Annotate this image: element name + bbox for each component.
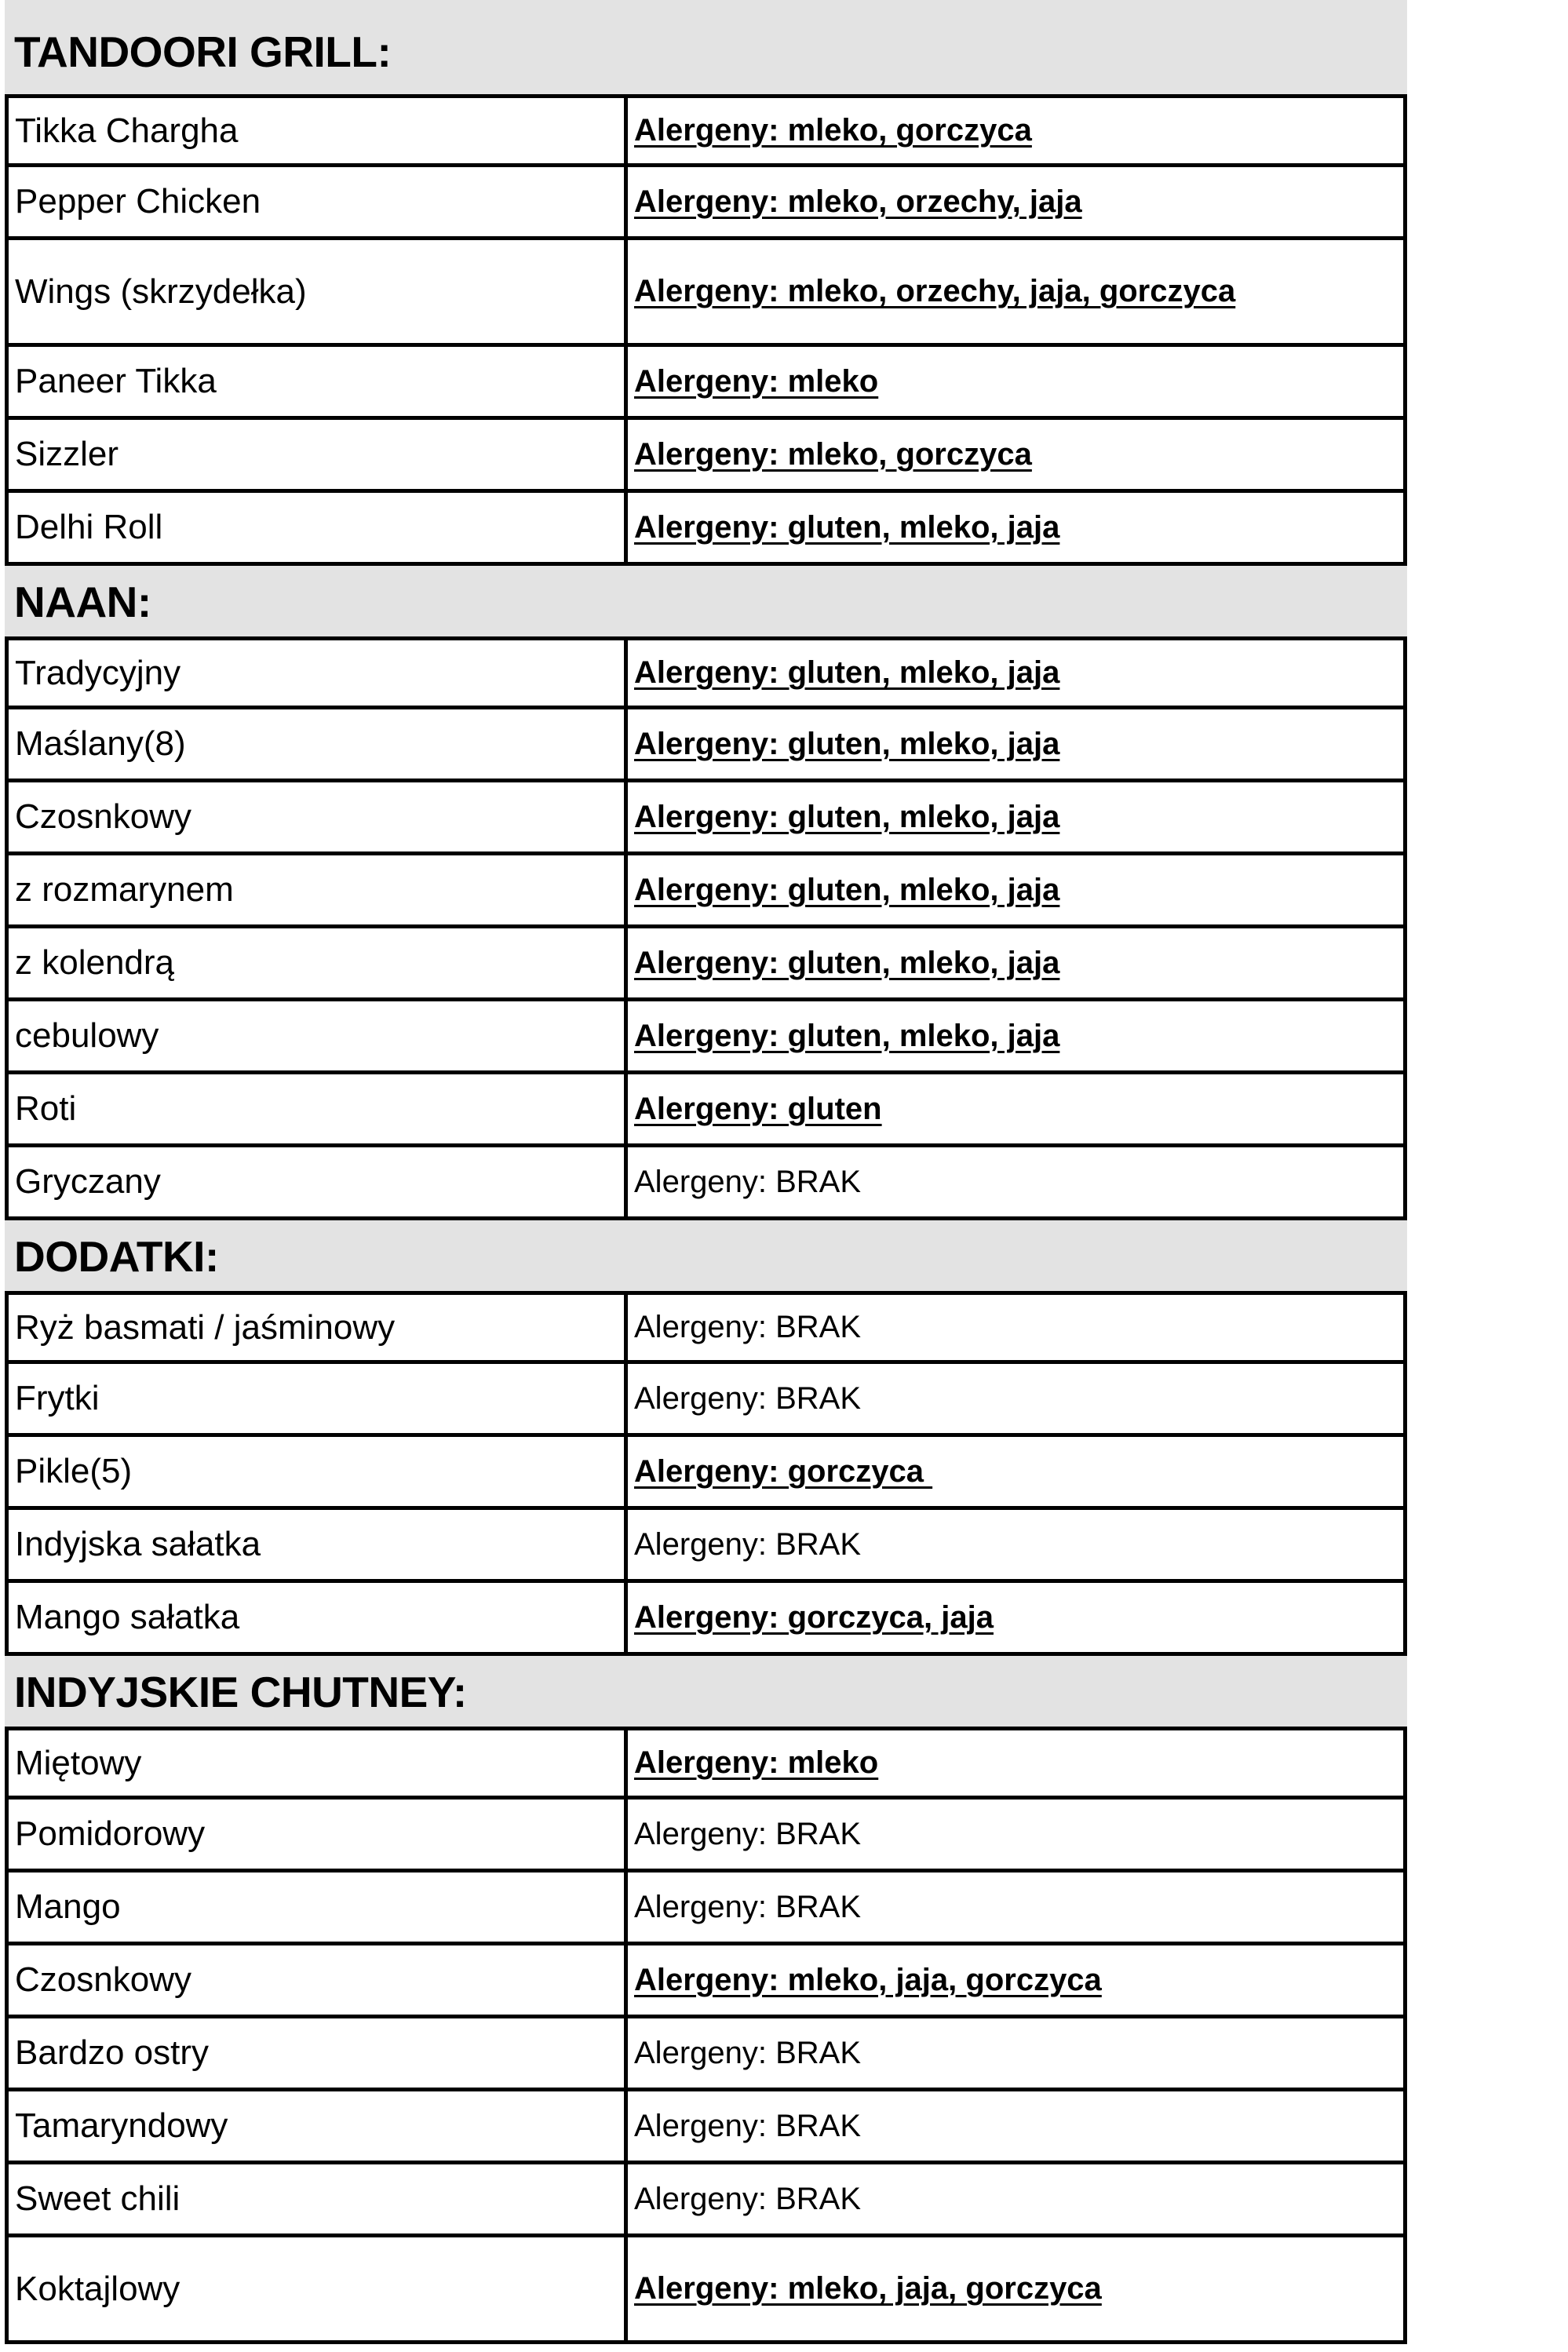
allergen-info: Alergeny: BRAK xyxy=(634,1889,862,1924)
table-row xyxy=(5,1147,1407,1220)
dish-name: Czosnkowy xyxy=(9,1945,628,2015)
allergen-info: Alergeny: mleko, jaja, gorczyca xyxy=(634,1962,1102,1997)
allergen-info: Alergeny: gluten, mleko, jaja xyxy=(634,726,1060,761)
allergen-info: Alergeny: mleko xyxy=(634,363,879,399)
table-row xyxy=(5,493,1407,566)
dish-name: Sizzler xyxy=(9,420,628,489)
table-row xyxy=(5,709,1407,782)
table-row xyxy=(5,1437,1407,1510)
dish-name: z rozmarynem xyxy=(9,855,628,924)
table-row xyxy=(5,1510,1407,1583)
section-title: DODATKI: xyxy=(14,1232,219,1281)
allergen-info: Alergeny: gluten, mleko, jaja xyxy=(634,1018,1060,1053)
dish-name: Sweet chili xyxy=(9,2164,628,2233)
allergen-info: Alergeny: mleko, orzechy, jaja xyxy=(634,184,1082,219)
allergen-info: Alergeny: gluten, mleko, jaja xyxy=(634,872,1060,907)
table-row xyxy=(5,1001,1407,1074)
allergen-info: Alergeny: BRAK xyxy=(634,2108,862,2143)
table-row xyxy=(5,420,1407,493)
dish-name: Wings (skrzydełka) xyxy=(9,240,628,343)
dish-name: Ryż basmati / jaśminowy xyxy=(9,1295,628,1360)
allergen-info: Alergeny: BRAK xyxy=(634,1380,862,1416)
dish-name: Tamaryndowy xyxy=(9,2091,628,2161)
table-row xyxy=(5,2018,1407,2091)
table-row xyxy=(5,928,1407,1001)
allergen-info: Alergeny: gluten, mleko, jaja xyxy=(634,509,1060,545)
allergen-info: Alergeny: gluten xyxy=(634,1091,882,1126)
dish-name: Tradycyjny xyxy=(9,640,628,706)
section-header-naan xyxy=(5,566,1407,636)
table-row xyxy=(5,2237,1407,2344)
allergen-info: Alergeny: mleko, jaja, gorczyca xyxy=(634,2271,1102,2306)
section-title: TANDOORI GRILL: xyxy=(14,27,392,76)
dish-name: cebulowy xyxy=(9,1001,628,1070)
dish-name: Roti xyxy=(9,1074,628,1143)
allergen-info: Alergeny: gluten, mleko, jaja xyxy=(634,945,1060,980)
dish-name: Miętowy xyxy=(9,1730,628,1796)
table-row xyxy=(5,94,1407,167)
allergen-info: Alergeny: gluten, mleko, jaja xyxy=(634,655,1060,690)
allergen-info: Alergeny: mleko xyxy=(634,1745,879,1780)
allergen-info: Alergeny: mleko, gorczyca xyxy=(634,113,1032,148)
dish-name: Koktajlowy xyxy=(9,2237,628,2340)
table-row xyxy=(5,2164,1407,2237)
table-row xyxy=(5,1074,1407,1147)
table-row xyxy=(5,1872,1407,1945)
section-header-dodatki xyxy=(5,1220,1407,1291)
allergen-sheet xyxy=(5,0,1407,2344)
dish-name: Tikka Chargha xyxy=(9,98,628,163)
table-row xyxy=(5,1727,1407,1800)
table-row xyxy=(5,855,1407,928)
dish-name: Bardzo ostry xyxy=(9,2018,628,2088)
table-row xyxy=(5,2091,1407,2164)
dish-name: Maślany(8) xyxy=(9,709,628,779)
table-row xyxy=(5,1583,1407,1656)
table-row xyxy=(5,240,1407,347)
allergen-info: Alergeny: gorczyca xyxy=(634,1453,933,1489)
dish-name: Pomidorowy xyxy=(9,1800,628,1869)
dish-name: Mango sałatka xyxy=(9,1583,628,1652)
allergen-info: Alergeny: mleko, gorczyca xyxy=(634,436,1032,472)
allergen-info: Alergeny: mleko, orzechy, jaja, gorczyca xyxy=(634,274,1236,308)
allergen-info: Alergeny: gluten, mleko, jaja xyxy=(634,799,1060,834)
dish-name: z kolendrą xyxy=(9,928,628,997)
section-header-indyjskie-chutney xyxy=(5,1656,1407,1727)
allergen-info: Alergeny: BRAK xyxy=(634,1310,862,1344)
dish-name: Delhi Roll xyxy=(9,493,628,562)
allergen-info: Alergeny: BRAK xyxy=(634,2181,862,2216)
section-title: INDYJSKIE CHUTNEY: xyxy=(14,1668,467,1716)
table-row xyxy=(5,167,1407,240)
table-row xyxy=(5,1291,1407,1364)
allergen-info: Alergeny: BRAK xyxy=(634,1526,862,1562)
table-row xyxy=(5,1800,1407,1872)
section-title: NAAN: xyxy=(14,578,151,626)
table-row xyxy=(5,347,1407,420)
dish-name: Mango xyxy=(9,1872,628,1942)
dish-name: Czosnkowy xyxy=(9,782,628,851)
dish-name: Pepper Chicken xyxy=(9,167,628,236)
table-row xyxy=(5,782,1407,855)
allergen-info: Alergeny: gorczyca, jaja xyxy=(634,1599,994,1635)
table-row xyxy=(5,1945,1407,2018)
dish-name: Pikle(5) xyxy=(9,1437,628,1506)
allergen-info: Alergeny: BRAK xyxy=(634,1816,862,1851)
table-row xyxy=(5,1364,1407,1437)
dish-name: Gryczany xyxy=(9,1147,628,1216)
table-row xyxy=(5,636,1407,709)
dish-name: Indyjska sałatka xyxy=(9,1510,628,1579)
section-header-tandoori-grill xyxy=(5,0,1407,94)
dish-name: Paneer Tikka xyxy=(9,347,628,416)
allergen-info: Alergeny: BRAK xyxy=(634,1164,862,1199)
dish-name: Frytki xyxy=(9,1364,628,1433)
allergen-info: Alergeny: BRAK xyxy=(634,2035,862,2070)
